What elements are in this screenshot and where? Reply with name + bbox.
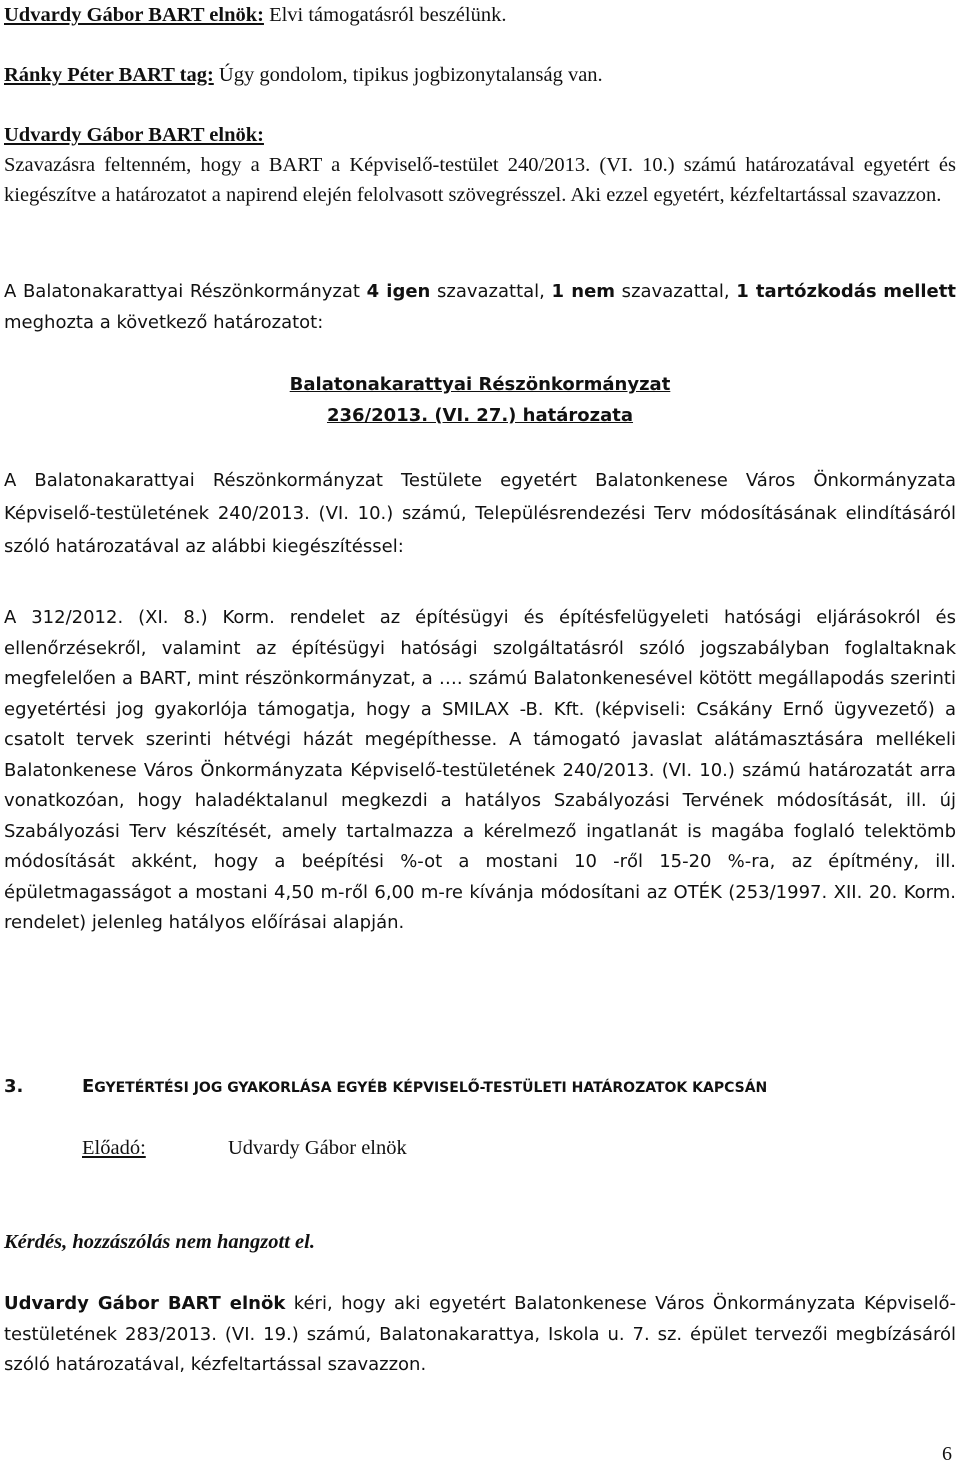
statement-text: Szavazásra feltenném, hogy a BART a Képviselő-testület 240/2013. (VI. 10.) számú határozatával egyetért és kiegészítve a határozatot a napirend elején felolvasott szövegrésszel. Aki ezzel egyetért, kézfeltartással szavazzon. [4,154,956,206]
resolution-intro: A Balatonakarattyai Részönkormányzat Testülete egyetért Balatonkenese Város Önkormányzata Képviselő-testületének 240/2013. (VI. 10.) számú, Településrendezési Terv módosításának elindításáról szóló határozatával az alábbi kiegészítéssel: [4,470,956,557]
statement-chair-2 [4,120,956,210]
page-number: 6 [942,1443,952,1465]
closing-statement [4,1289,956,1381]
presenter-line [4,1133,956,1163]
closing-text: kéri, hogy aki egyetért Balatonkenese Város Önkormányzata Képviselő-testületének 283/2013. (VI. 19.) számú, Balatonakarattya, Iskola u. 7. sz. épület tervezői megbízásáról szóló határozatával, kézfeltartással szavazzon. [4,1293,956,1375]
no-questions-note: Kérdés, hozzászólás nem hangzott el. [4,1231,315,1253]
speaker-name: Ránky Péter BART tag: [4,64,214,86]
vote-mid2: szavazattal, [615,281,737,302]
vote-no: 1 nem [551,281,616,302]
speaker-name: Udvardy Gábor BART elnök: [4,124,264,146]
statement-text: Úgy gondolom, tipikus jogbizonytalanság van. [213,64,603,86]
agenda-item [4,1072,956,1102]
vote-prefix: A Balatonakarattyai Részönkormányzat [4,281,367,302]
statement-chair-1 [4,0,956,30]
statement-text: Elvi támogatásról beszélünk. [263,4,507,26]
presenter-name: Udvardy Gábor elnök [228,1137,407,1159]
agenda-item-number: 3. [4,1076,24,1097]
speaker-name: Udvardy Gábor BART elnök [4,1293,286,1314]
resolution-body: A 312/2012. (XI. 8.) Korm. rendelet az építésügyi és építésfelügyeleti hatósági eljárásokról és ellenőrzésekről, valamint az építésügyi hatósági szolgáltatásról szóló jogszabályban foglaltaknak megfelelően a BART, mint részönkormányzat, a …. számú Balatonkenesével kötött megállapodás szerinti egyetértési jog gyakorlója támogatja, hogy a SMILAX -B. Kft. (képviseli: Csákány Ernő ügyvezető) a csatolt tervek szerinti hétvégi házát megépíthesse. A támogató javaslat alátámasztására mellékeli Balatonkenese Város Önkormányzata Képviselő-testületének 240/2013. (VI. 10.) számú határozatát arra vonatkozóan, hogy haladéktalanul megkezdi a hatályos Szabályozási Tervének módosítását, ill. új Szabályozási Terv készítését, amely tartalmazza a kérelmező ingatlanát is magába foglaló telektömb módosítását akként, hogy a beépítési %-ot a mostani 10 -ről 15-20 %-ra, az építmény, ill. épületmagasságot a mostani 4,50 m-ről 6,00 m-re kívánja módosítani az OTÉK (253/1997. XII. 20. Korm. rendelet) jelenleg hatályos előírásai alapján. [4,607,956,933]
statement-member [4,60,956,90]
presenter-label: Előadó: [82,1137,146,1159]
resolution-title-line1: Balatonakarattyai Részönkormányzat [289,374,671,395]
vote-suffix: meghozta a következő határozatot: [4,311,324,333]
vote-result [4,277,956,338]
resolution-title-line2: 236/2013. (VI. 27.) határozata [326,404,634,426]
vote-yes: 4 igen [366,281,431,302]
resolution-title [4,370,956,431]
vote-abstain-2: mellett [883,281,956,302]
vote-abstain: 1 tartózkodás [736,281,877,302]
speaker-name: Udvardy Gábor BART elnök: [4,4,264,26]
vote-mid1: szavazattal, [430,281,552,302]
agenda-item-title: EGYETÉRTÉSI JOG GYAKORLÁSA EGYÉB KÉPVISELŐ-TESTÜLETI HATÁROZATOK KAPCSÁN [82,1076,768,1097]
